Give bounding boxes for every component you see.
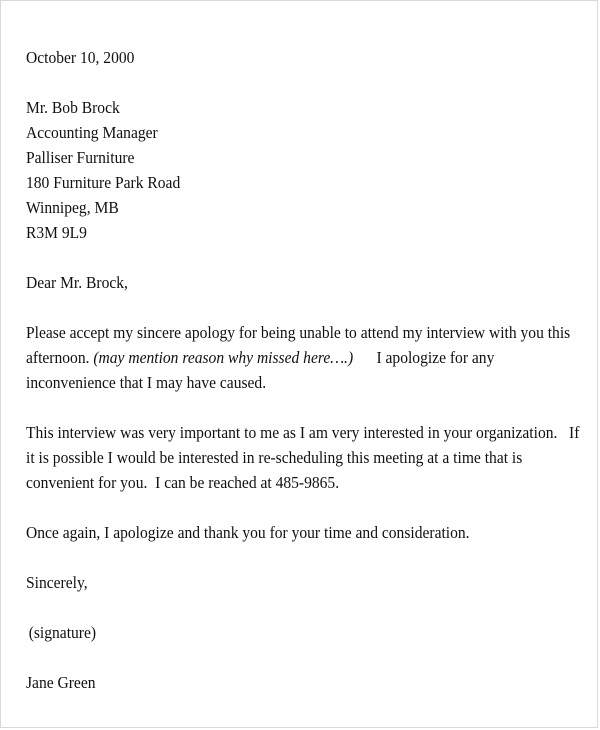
spacer (26, 70, 530, 95)
recipient-name: Mr. Bob Brock (26, 98, 120, 117)
recipient-postal: R3M 9L9 (26, 223, 87, 242)
paragraph-line: convenient for you. I can be reached at 485-9865. (26, 473, 340, 492)
sender-name: Jane Green (26, 673, 96, 692)
recipient-address (26, 95, 530, 245)
paragraph-line: Please accept my sincere apology for being unable to attend my interview with you this (26, 323, 571, 342)
recipient-title: Accounting Manager (26, 123, 158, 142)
paragraph-thanks: Once again, I apologize and thank you for your time and consideration. (26, 523, 470, 542)
spacer (26, 395, 530, 420)
spacer (26, 545, 530, 570)
paragraph-text: afternoon. (26, 348, 94, 367)
closing: Sincerely, (26, 573, 88, 592)
spacer (26, 595, 530, 620)
letter-date: October 10, 2000 (26, 48, 135, 67)
recipient-street: 180 Furniture Park Road (26, 173, 181, 192)
letter-body (26, 45, 580, 695)
paragraph-line: This interview was very important to me as I am very interested in your organization. If (26, 423, 580, 442)
placeholder-note: (may mention reason why missed here….) (93, 348, 354, 367)
spacer (26, 645, 530, 670)
signature-placeholder: (signature) (28, 623, 97, 642)
paragraph-interest (26, 420, 580, 495)
recipient-city: Winnipeg, MB (26, 198, 119, 217)
recipient-company: Palliser Furniture (26, 148, 135, 167)
paragraph-line (26, 345, 530, 370)
paragraph-text: I apologize for any (353, 348, 495, 367)
spacer (26, 295, 530, 320)
paragraph-apology (26, 320, 571, 395)
paragraph-line: it is possible I would be interested in re-scheduling this meeting at a time that is (26, 448, 523, 467)
spacer (26, 495, 530, 520)
spacer (26, 245, 530, 270)
salutation: Dear Mr. Brock, (26, 273, 128, 292)
paragraph-line: inconvenience that I may have caused. (26, 373, 267, 392)
